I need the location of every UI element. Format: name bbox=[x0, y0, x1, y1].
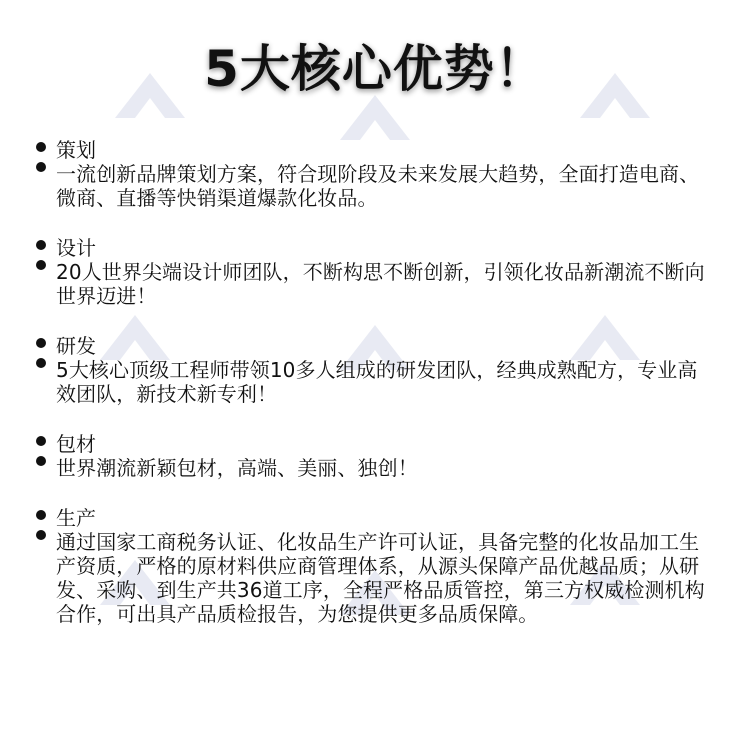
bullet-icon bbox=[36, 456, 46, 466]
section-heading: 设计 bbox=[56, 236, 96, 260]
section-heading: 包材 bbox=[56, 432, 96, 456]
bullet-icon bbox=[36, 358, 46, 368]
section-text: 20人世界尖端设计师团队，不断构思不断创新，引领化妆品新潮流不断向世界迈进！ bbox=[56, 260, 705, 308]
section-rnd bbox=[36, 334, 716, 414]
section-heading: 策划 bbox=[56, 138, 96, 162]
bullet-icon bbox=[36, 162, 46, 172]
bullet-icon bbox=[36, 510, 46, 520]
section-production bbox=[36, 506, 716, 656]
bullet-icon bbox=[36, 436, 46, 446]
page-title: 5大核心优势！ bbox=[204, 40, 546, 98]
section-text: 世界潮流新颖包材，高端、美丽、独创！ bbox=[56, 456, 418, 480]
section-packaging bbox=[36, 432, 716, 492]
bullet-icon bbox=[36, 240, 46, 250]
section-heading: 研发 bbox=[56, 334, 96, 358]
bullet-icon bbox=[36, 260, 46, 270]
section-heading: 生产 bbox=[56, 506, 96, 530]
bullet-icon bbox=[36, 338, 46, 348]
section-design bbox=[36, 236, 716, 316]
bullet-icon bbox=[36, 530, 46, 540]
section-text: 一流创新品牌策划方案，符合现阶段及未来发展大趋势，全面打造电商、微商、直播等快销渠道爆款化妆品。 bbox=[56, 162, 700, 210]
bullet-icon bbox=[36, 142, 46, 152]
section-planning bbox=[36, 138, 716, 218]
section-text: 5大核心顶级工程师带领10多人组成的研发团队，经典成熟配方，专业高效团队，新技术新专利！ bbox=[56, 358, 698, 406]
section-text: 通过国家工商税务认证、化妆品生产许可认证，具备完整的化妆品加工生产资质，严格的原材料供应商管理体系，从源头保障产品优越品质；从研发、采购、到生产共36道工序，全程严格品质管控，第三方权威检测机构合作，可出具产品质检报告，为您提供更多品质保障。 bbox=[56, 530, 705, 626]
